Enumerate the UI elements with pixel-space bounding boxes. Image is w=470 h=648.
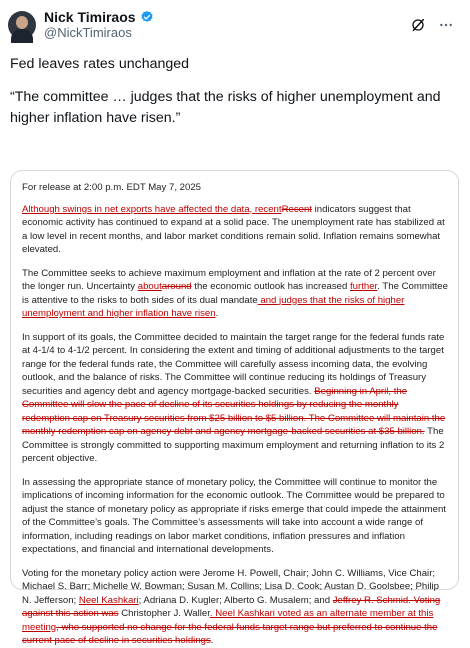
paragraph-text: the economic outlook has increased	[191, 281, 351, 292]
paragraph-text: .	[210, 635, 214, 646]
paragraph-text: ; Adriana D. Kugler; Alberto G. Musalem; and	[138, 594, 333, 606]
inserted-text: Although swings in net exports have affected the data, recent	[22, 203, 282, 215]
paragraph-text: The Committee is strongly committed to supporting maximum employment and returning inflation to its 2 percent objective.	[22, 426, 445, 464]
deleted-text: Beginning in April, the Committee will slow the pace of decline of its securities holdings by reducing the monthly redemption cap on Treasury securities from $25 billion to $5 billion. The Committee will maintain the monthly redemption cap on agency debt and agency mortgage-backed securities at $35 billion.	[22, 385, 446, 437]
grok-icon[interactable]	[410, 17, 426, 33]
deleted-text: , who supported no change for the federal funds target range but preferred to continue the current pace of decline in securities holdings	[22, 621, 438, 646]
attached-document-image[interactable]	[10, 170, 459, 646]
statement-paragraph-5	[22, 567, 448, 648]
post-header	[10, 6, 460, 44]
statement-paragraph-2	[22, 267, 448, 321]
tweet-text	[10, 54, 460, 129]
deleted-text: around	[161, 281, 192, 292]
more-options-icon[interactable]	[438, 17, 454, 33]
header-actions	[410, 17, 454, 33]
deleted-text: Recent	[281, 203, 312, 215]
paragraph-text: In support of its goals, the Committee decided to maintain the target range for the federal funds rate at 4-1/4 to 4-1/2 percent. In considering the extent and timing of additional adjustments to the target range for the federal funds rate, the Committee will carefully assess incoming data, the evolving outlook, and the balance of risks. The Committee will continue reducing its holdings of Treasury securities and agency debt and agency mortgage-backed securities.	[22, 331, 445, 397]
paragraph-text: The Committee seeks to achieve maximum employment and inflation at the rate of 2 percent over the longer run. Uncertainty	[22, 267, 436, 292]
inserted-text: and judges that the risks of higher unemployment and higher inflation have risen	[22, 294, 405, 319]
statement-paragraph-3	[22, 331, 448, 466]
author-handle[interactable]: @NickTimiraos	[44, 25, 132, 40]
paragraph-text: . The Committee is attentive to the risks to both sides of its dual mandate	[22, 281, 448, 306]
paragraph-text: Voting for the monetary policy action were Jerome H. Powell, Chair; John C. Williams, Vice Chair; Michael S. Barr; Michelle W. Bowman; Susan M. Collins; Lisa D. Cook; Austan D. Goolsbee; Philip N. Jefferson;	[22, 567, 439, 606]
inserted-text: . Neel Kashkari voted as an alternate member at this meeting	[22, 608, 434, 633]
statement-paragraph-4: In assessing the appropriate stance of monetary policy, the Committee will continue to monitor the implications of incoming information for the economic outlook. The Committee would be prepared to adjust the stance of monetary policy as appropriate if risks emerge that could impede the attainment of the Committee’s goals. The Committee’s assessments will take into account a wide range of information, including readings on labor market conditions, inflation pressures and inflation expectations, and financial and international developments.	[22, 476, 446, 555]
statement-paragraph-1	[22, 203, 448, 257]
author-name[interactable]: Nick Timiraos	[44, 9, 136, 25]
inserted-text: about	[137, 281, 162, 292]
deleted-text: Jeffrey R. Schmid. Voting against this action was	[22, 594, 441, 619]
paragraph-text: Christopher J. Waller	[118, 608, 210, 619]
tweet-line-headline: Fed leaves rates unchanged	[10, 56, 190, 72]
avatar[interactable]	[8, 11, 36, 39]
author-name-row[interactable]	[44, 9, 154, 25]
inserted-text: Neel Kashkari	[78, 594, 139, 606]
inserted-text: further	[350, 281, 378, 292]
author-block	[44, 9, 154, 41]
verified-badge-icon	[140, 10, 154, 24]
paragraph-text: indicators suggest that economic activity has continued to expand at a solid pace. The unemployment rate has stabilized at a low level in recent months, and labor market conditions remain solid. Inflation remains somewhat elevated.	[22, 203, 445, 255]
paragraph-text: .	[215, 308, 219, 319]
release-line: For release at 2:00 p.m. EDT May 7, 2025	[22, 182, 201, 193]
tweet-line-quote: “The committee … judges that the risks of higher unemployment and higher inflation have risen.”	[10, 89, 441, 126]
